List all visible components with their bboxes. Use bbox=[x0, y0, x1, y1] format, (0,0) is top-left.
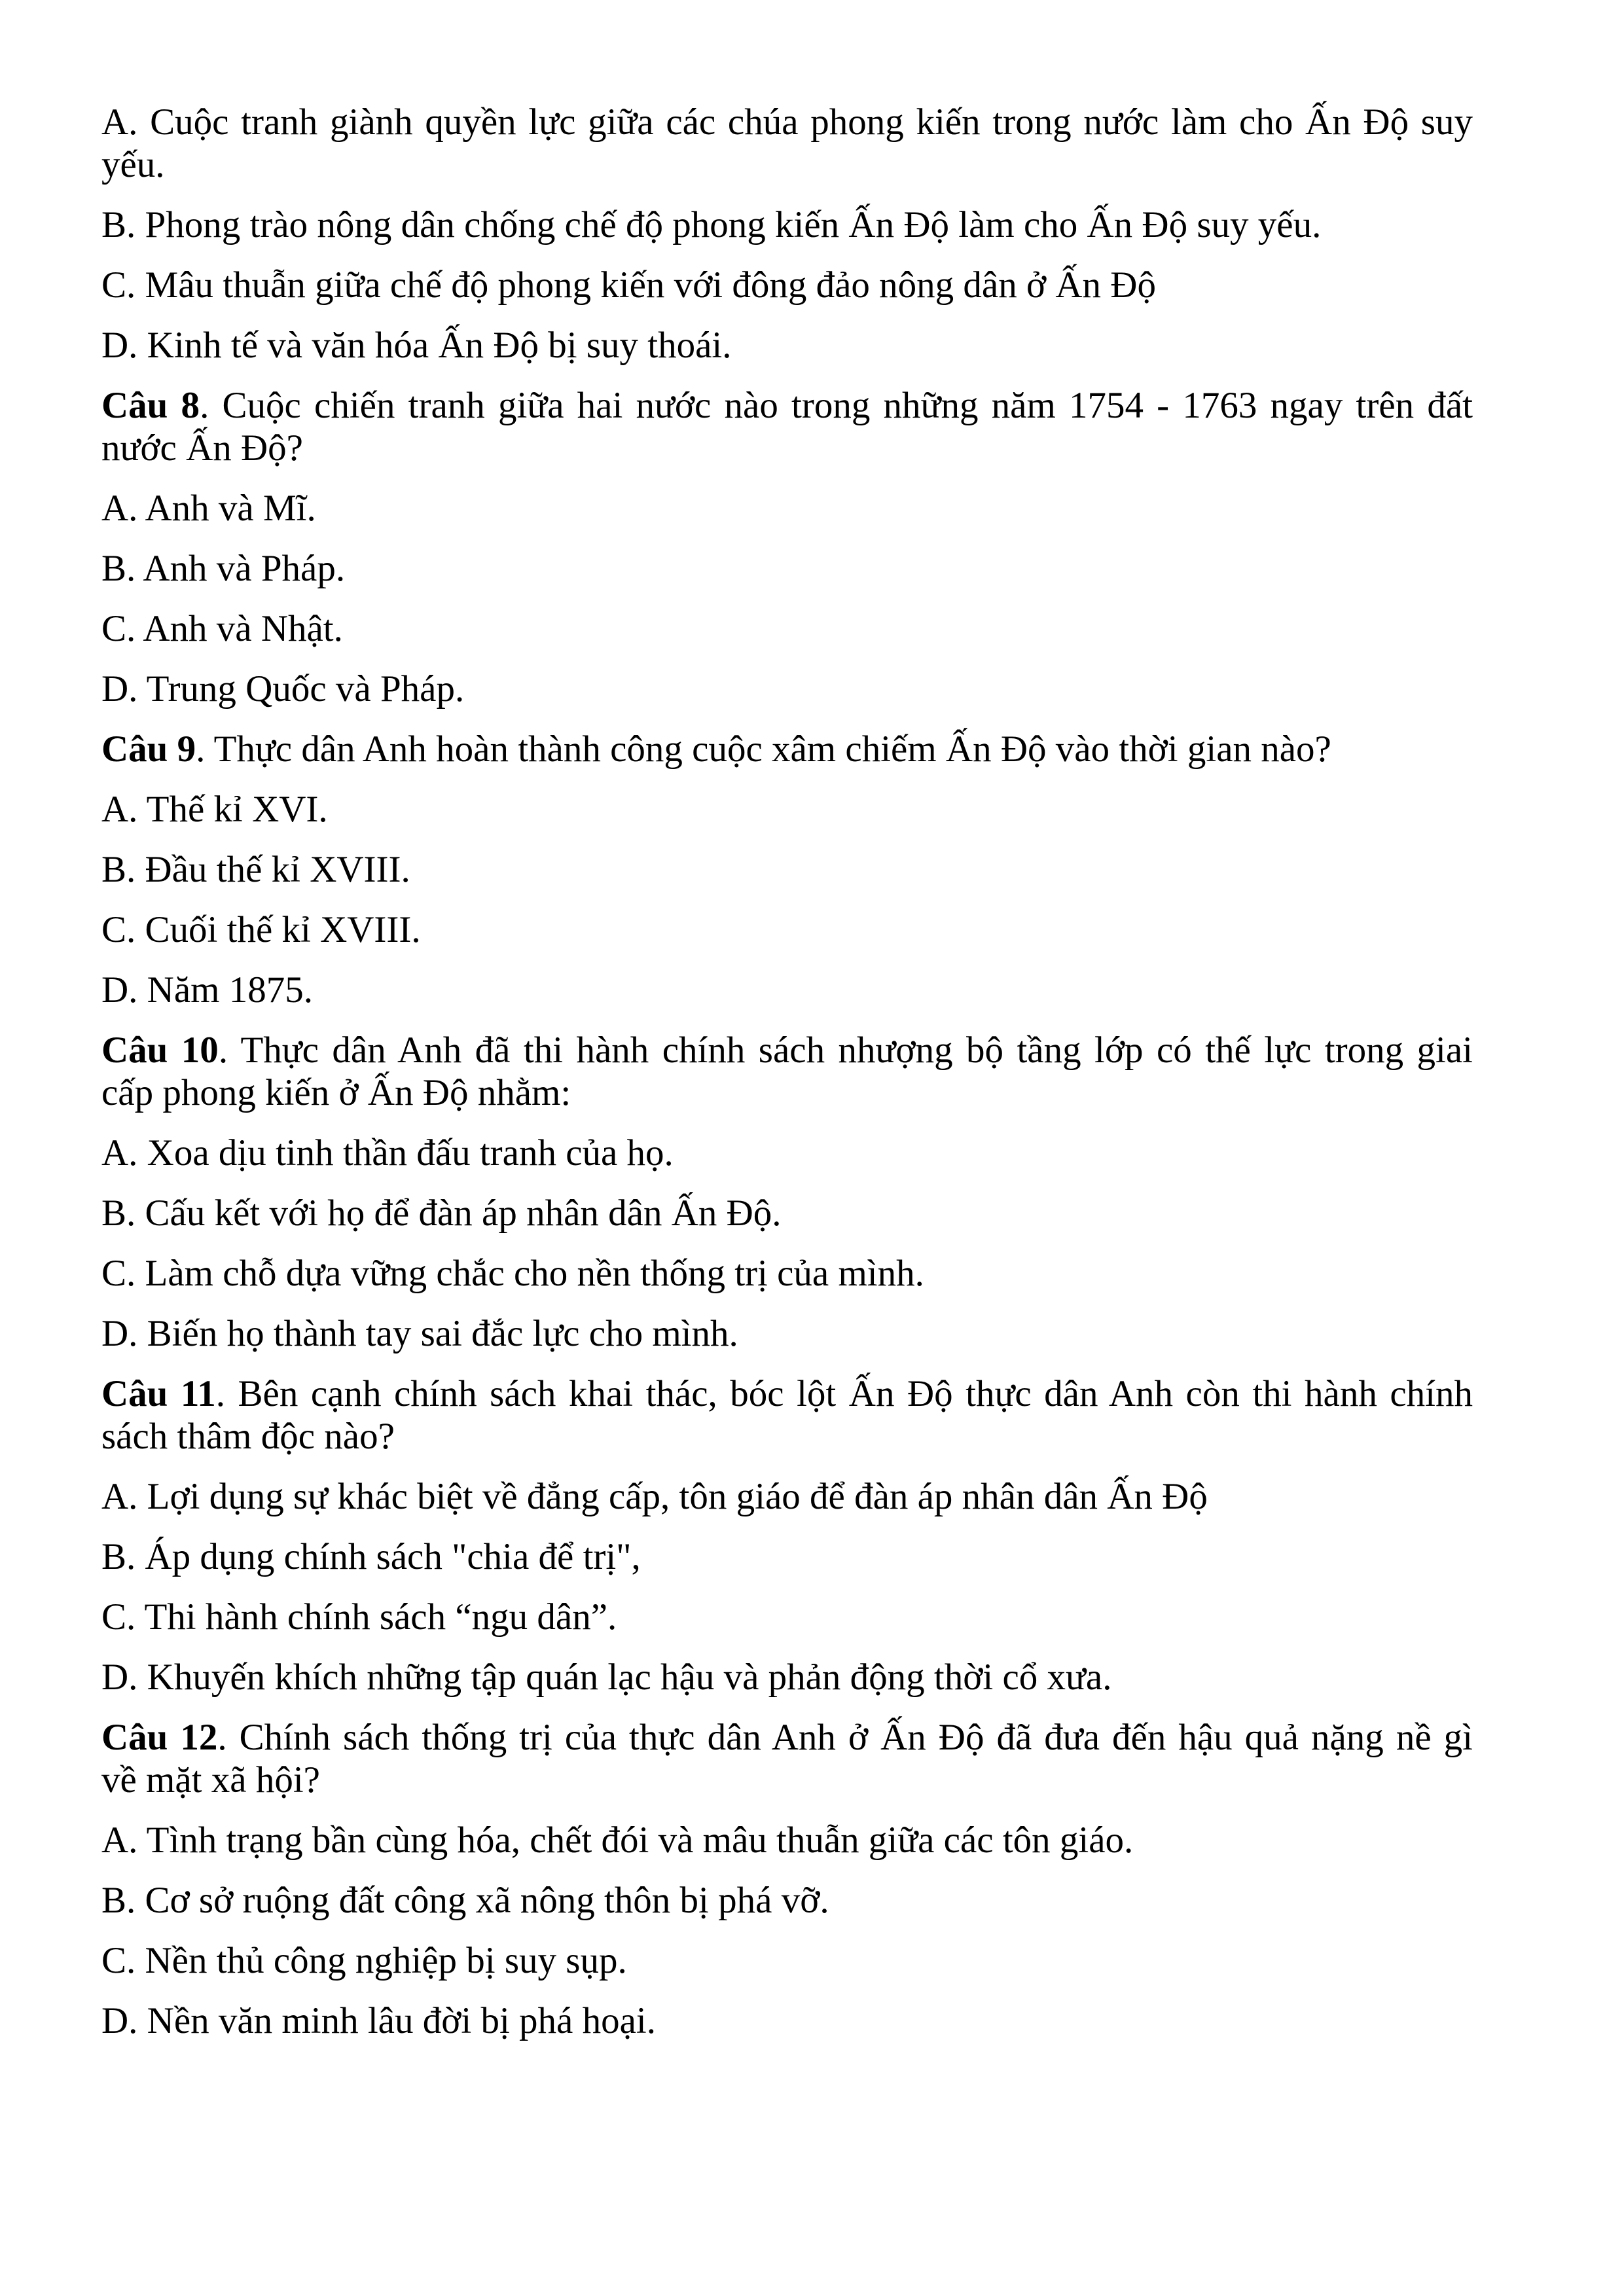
option-paragraph bbox=[101, 2000, 1473, 2042]
text-line: B. Đầu thế kỉ XVIII. bbox=[101, 849, 410, 890]
option-paragraph bbox=[101, 607, 1473, 650]
text-line: D. Khuyến khích những tập quán lạc hậu và phản động thời cổ xưa. bbox=[101, 1657, 1112, 1698]
text-line: A. Thế kỉ XVI. bbox=[101, 789, 328, 830]
text-line: Câu 11. Bên cạnh chính sách khai thác, bóc lột Ấn Độ thực dân Anh còn thi hành chính bbox=[101, 1373, 1473, 1414]
option-paragraph bbox=[101, 1312, 1473, 1355]
option-paragraph bbox=[101, 101, 1473, 186]
option-paragraph bbox=[101, 1192, 1473, 1234]
text-line: A. Tình trạng bần cùng hóa, chết đói và mâu thuẫn giữa các tôn giáo. bbox=[101, 1820, 1134, 1861]
text-line: về mặt xã hội? bbox=[101, 1759, 320, 1801]
option-paragraph bbox=[101, 1879, 1473, 1922]
text-line: D. Kinh tế và văn hóa Ấn Độ bị suy thoái. bbox=[101, 325, 732, 366]
question-paragraph bbox=[101, 384, 1473, 469]
text-line: Câu 10. Thực dân Anh đã thi hành chính sách nhượng bộ tầng lớp có thế lực trong giai bbox=[101, 1030, 1473, 1071]
text-line: A. Lợi dụng sự khác biệt về đẳng cấp, tôn giáo để đàn áp nhân dân Ấn Độ bbox=[101, 1476, 1208, 1517]
text-line: yếu. bbox=[101, 144, 165, 185]
text-line: Câu 8. Cuộc chiến tranh giữa hai nước nào trong những năm 1754 - 1763 ngay trên đất bbox=[101, 385, 1473, 426]
option-paragraph bbox=[101, 1475, 1473, 1518]
text-line: Câu 12. Chính sách thống trị của thực dân Anh ở Ấn Độ đã đưa đến hậu quả nặng nề gì bbox=[101, 1717, 1473, 1758]
option-paragraph bbox=[101, 1535, 1473, 1578]
option-paragraph bbox=[101, 788, 1473, 831]
text-line: Câu 9. Thực dân Anh hoàn thành công cuộc xâm chiếm Ấn Độ vào thời gian nào? bbox=[101, 728, 1331, 770]
question-number: Câu 8 bbox=[101, 385, 200, 426]
text-line: cấp phong kiến ở Ấn Độ nhằm: bbox=[101, 1072, 571, 1113]
question-number: Câu 10 bbox=[101, 1030, 219, 1071]
text-line: B. Cơ sở ruộng đất công xã nông thôn bị phá vỡ. bbox=[101, 1880, 829, 1921]
question-number: Câu 9 bbox=[101, 728, 196, 770]
text-line: sách thâm độc nào? bbox=[101, 1416, 395, 1457]
option-paragraph bbox=[101, 848, 1473, 891]
text-line: nước Ấn Độ? bbox=[101, 427, 303, 469]
text-line: A. Xoa dịu tinh thần đấu tranh của họ. bbox=[101, 1132, 674, 1174]
text-line: C. Thi hành chính sách “ngu dân”. bbox=[101, 1596, 617, 1638]
text-line: B. Cấu kết với họ để đàn áp nhân dân Ấn Độ. bbox=[101, 1193, 782, 1234]
question-paragraph bbox=[101, 728, 1473, 770]
question-number: Câu 12 bbox=[101, 1717, 218, 1758]
option-paragraph bbox=[101, 1132, 1473, 1174]
text-line: A. Cuộc tranh giành quyền lực giữa các chúa phong kiến trong nước làm cho Ấn Độ suy bbox=[101, 101, 1473, 143]
option-paragraph bbox=[101, 547, 1473, 590]
option-paragraph bbox=[101, 264, 1473, 306]
option-paragraph bbox=[101, 668, 1473, 710]
text-line: C. Làm chỗ dựa vững chắc cho nền thống trị của mình. bbox=[101, 1253, 924, 1294]
option-paragraph bbox=[101, 324, 1473, 367]
text-line: C. Anh và Nhật. bbox=[101, 608, 343, 649]
question-paragraph bbox=[101, 1716, 1473, 1801]
quiz-document bbox=[101, 0, 1473, 2042]
option-paragraph bbox=[101, 1819, 1473, 1861]
question-paragraph bbox=[101, 1029, 1473, 1114]
text-line: B. Anh và Pháp. bbox=[101, 548, 346, 589]
option-paragraph bbox=[101, 1656, 1473, 1698]
text-line: B. Áp dụng chính sách "chia để trị", bbox=[101, 1536, 641, 1577]
option-paragraph bbox=[101, 908, 1473, 951]
option-paragraph bbox=[101, 1252, 1473, 1295]
text-line: D. Trung Quốc và Pháp. bbox=[101, 668, 465, 709]
question-number: Câu 11 bbox=[101, 1373, 216, 1414]
option-paragraph bbox=[101, 969, 1473, 1011]
option-paragraph bbox=[101, 1596, 1473, 1638]
text-line: C. Mâu thuẫn giữa chế độ phong kiến với đông đảo nông dân ở Ấn Độ bbox=[101, 264, 1156, 306]
option-paragraph bbox=[101, 1939, 1473, 1982]
question-paragraph bbox=[101, 1372, 1473, 1458]
text-line: B. Phong trào nông dân chống chế độ phong kiến Ấn Độ làm cho Ấn Độ suy yếu. bbox=[101, 204, 1322, 245]
text-line: A. Anh và Mĩ. bbox=[101, 488, 316, 529]
text-line: D. Biến họ thành tay sai đắc lực cho mình. bbox=[101, 1313, 738, 1354]
text-line: D. Năm 1875. bbox=[101, 969, 313, 1011]
text-line: C. Nền thủ công nghiệp bị suy sụp. bbox=[101, 1940, 627, 1981]
option-paragraph bbox=[101, 487, 1473, 529]
text-line: D. Nền văn minh lâu đời bị phá hoại. bbox=[101, 2000, 656, 2041]
option-paragraph bbox=[101, 204, 1473, 246]
text-line: C. Cuối thế kỉ XVIII. bbox=[101, 909, 421, 950]
